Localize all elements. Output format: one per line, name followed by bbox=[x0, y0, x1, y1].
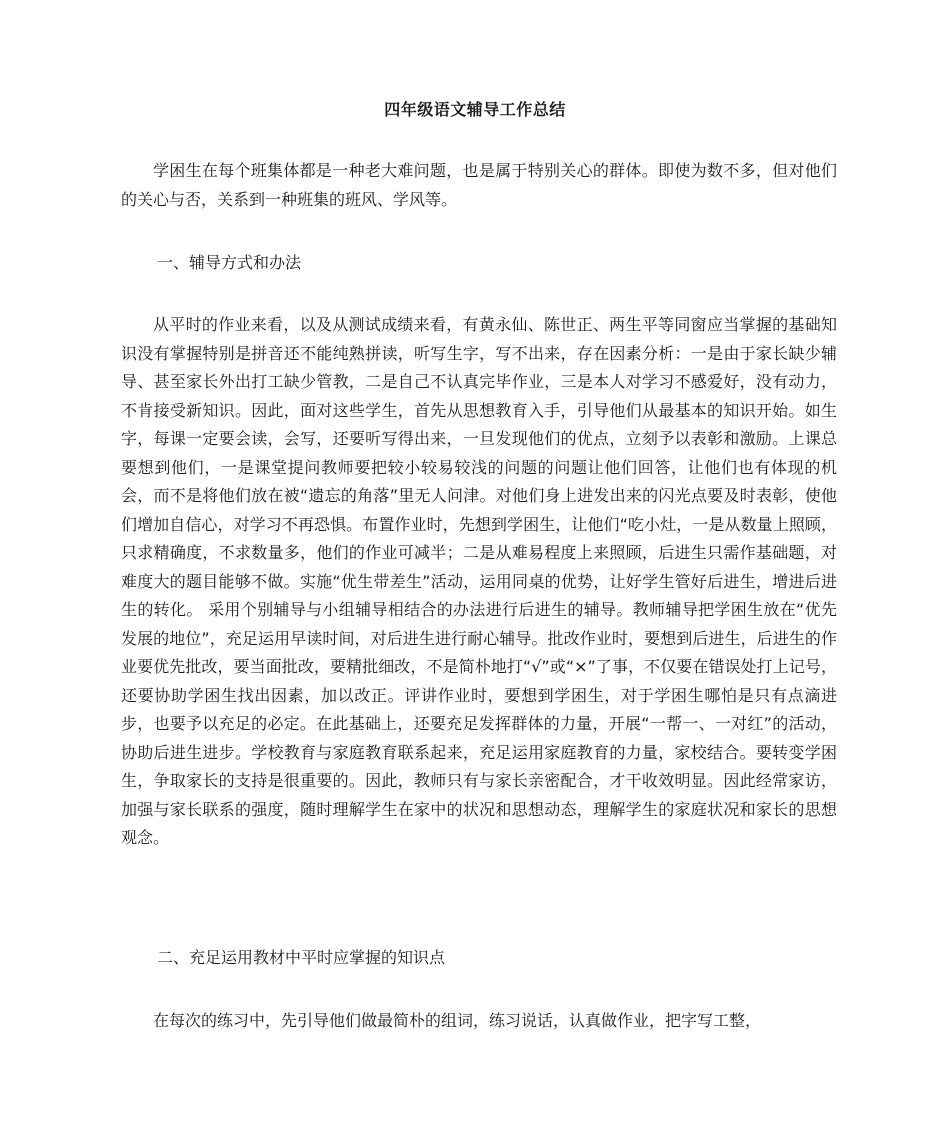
section-one-paragraph: 从平时的作业来看，以及从测试成绩来看，有黄永仙、陈世正、两生平等同窗应当掌握的基础知识没有掌握特别是拼音还不能纯熟拼读，听写生字，写不出来，存在因素分析：一是由于家长缺少辅导、甚至家长外出打工缺少管教，二是自己不认真完毕作业，三是本人对学习不感爱好，没有动力，不肯接受新知识。因此，面对这些学生，首先从思想教育入手，引导他们从最基本的知识开始。如生字，每课一定要会读，会写，还要听写得出来，一旦发现他们的优点，立刻予以表彰和激励。上课总要想到他们，一是课堂提问教师要把较小较易较浅的问题的问题让他们回答，让他们也有体现的机会，而不是将他们放在被“遗忘的角落”里无人问津。对他们身上进发出来的闪光点要及时表彰，使他们增加自信心，对学习不再恐惧。布置作业时，先想到学困生，让他们“吃小灶，一是从数量上照顾，只求精确度，不求数量多，他们的作业可减半；二是从难易程度上来照顾，后进生只需作基础题，对难度大的题目能够不做。实施“优生带差生”活动，运用同桌的优势，让好学生管好后进生，增进后进生的转化。 采用个别辅导与小组辅导相结合的办法进行后进生的辅导。教师辅导把学困生放在“优先发展的地位”，充足运用早读时间，对后进生进行耐心辅导。批改作业时，要想到后进生，后进生的作业要优先批改，要当面批改，要精批细改，不是简朴地打“√”或“×”了事，不仅要在错误处打上记号，还要协助学困生找出因素，加以改正。评讲作业时，要想到学困生，对于学困生哪怕是只有点滴进步，也要予以充足的必定。在此基础上，还要充足发挥群体的力量，开展“一帮一、一对红”的活动，协助后进生进步。学校教育与家庭教育联系起来，充足运用家庭教育的力量，家校结合。要转变学困生，争取家长的支持是很重要的。因此，教师只有与家长亲密配合，才干收效明显。因此经常家访，加强与家长联系的强度，随时理解学生在家中的状况和思想动态，理解学生的家庭状况和家长的思想观念。 bbox=[121, 315, 837, 847]
section-one-heading: 一、辅导方式和办法 bbox=[157, 253, 302, 272]
section-two-heading: 二、充足运用教材中平时应掌握的知识点 bbox=[157, 948, 446, 967]
section-two-paragraph: 在每次的练习中，先引导他们做最简朴的组词，练习说话，认真做作业，把字写工整， bbox=[153, 1011, 762, 1030]
document-title: 四年级语文辅导工作总结 bbox=[384, 100, 566, 119]
intro-paragraph: 学困生在每个班集体都是一种老大难问题，也是属于特别关心的群体。即使为数不多，但对他们的关心与否，关系到一种班集的班风、学风等。 bbox=[121, 161, 837, 209]
